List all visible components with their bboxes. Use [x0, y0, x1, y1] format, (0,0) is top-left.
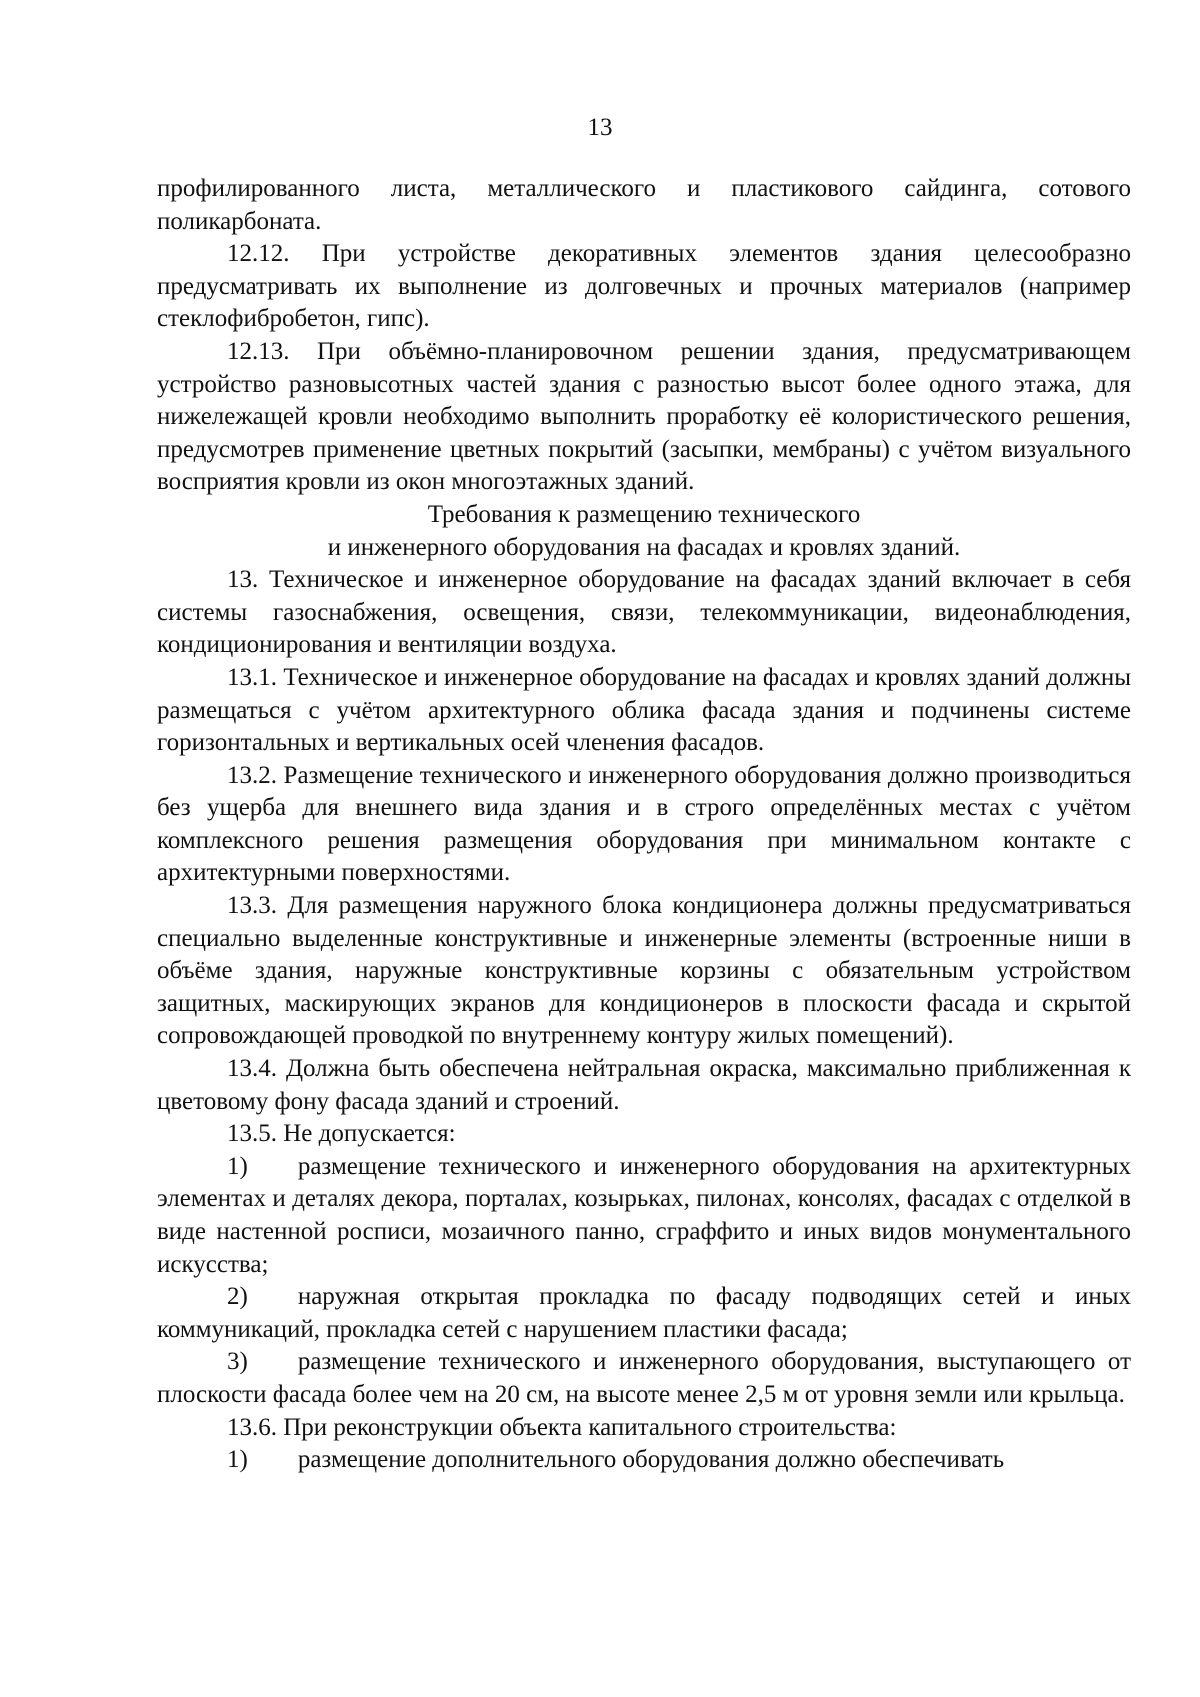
paragraph-continuation: профилированного листа, металлического и пластикового сайдинга, сотового поликарбоната.: [157, 175, 1131, 235]
paragraph-13-3: 13.3. Для размещения наружного блока кондиционера должны предусматриваться специально выделенные конструктивные и инженерные элементы (встроенные ниши в объёме здания, наружные конструктивные корзины с обязательным устройством защитных, маскирующих экранов для кондиционеров в плоскости фасада и скрытой сопровождающей проводкой по внутреннему контуру жилых помещений).: [157, 892, 1131, 1050]
list-item-13-5-2: 2) наружная открытая прокладка по фасаду подводящих сетей и иных коммуникаций, прокладка сетей с нарушением пластики фасада;: [157, 1283, 1131, 1343]
document-body: [157, 173, 1131, 1477]
paragraph-13-1: 13.1. Техническое и инженерное оборудование на фасадах и кровлях зданий должны размещаться с учётом архитектурного облика фасада здания и подчинены системе горизонтальных и вертикальных осей членения фасадов.: [157, 663, 1131, 757]
list-item-13-6-1: 1) размещение дополнительного оборудования должно обеспечивать: [227, 1446, 1005, 1474]
paragraph-12-12: 12.12. При устройстве декоративных элементов здания целесообразно предусматривать их выполнение из долговечных и прочных материалов (например стеклофибробетон, гипс).: [157, 240, 1131, 333]
paragraph-13-4: 13.4. Должна быть обеспечена нейтральная окраска, максимально приближенная к цветовому фону фасада зданий и строений.: [157, 1055, 1131, 1115]
paragraph-12-13: 12.13. При объёмно-планировочном решении здания, предусматривающем устройство разновысотных частей здания с разностью высот более одного этажа, для нижележащей кровли необходимо выполнить проработку её колористического решения, предусмотрев применение цветных покрытий (засыпки, мембраны) с учётом визуального восприятия кровли из окон многоэтажных зданий.: [157, 337, 1131, 496]
page-number: 13: [587, 114, 613, 141]
paragraph-13-6: 13.6. При реконструкции объекта капитального строительства:: [227, 1413, 897, 1441]
section-heading-line-1: Требования к размещению технического: [427, 500, 861, 528]
paragraph-13: 13. Техническое и инженерное оборудование на фасадах зданий включает в себя системы газоснабжения, освещения, связи, телекоммуникации, видеонаблюдения, кондиционирования и вентиляции воздуха.: [157, 566, 1131, 659]
list-item-13-5-3: 3) размещение технического и инженерного оборудования, выступающего от плоскости фасада более чем на 20 см, на высоте менее 2,5 м от уровня земли или крыльца.: [157, 1348, 1131, 1408]
section-heading-line-2: и инженерного оборудования на фасадах и кровлях зданий.: [327, 533, 961, 561]
section-heading: [157, 499, 1131, 564]
list-item-13-5-1: 1) размещение технического и инженерного оборудования на архитектурных элементах и деталях декора, порталах, козырьках, пилонах, консолях, фасадах с отделкой в виде настенной росписи, мозаичного панно, сграффито и иных видов монументального искусства;: [157, 1152, 1131, 1278]
paragraph-13-2: 13.2. Размещение технического и инженерного оборудования должно производиться без ущерба для внешнего вида здания и в строго определённых местах с учётом комплексного решения размещения оборудования при минимальном контакте с архитектурными поверхностями.: [157, 761, 1131, 887]
paragraph-13-5: 13.5. Не допускается:: [227, 1120, 456, 1148]
